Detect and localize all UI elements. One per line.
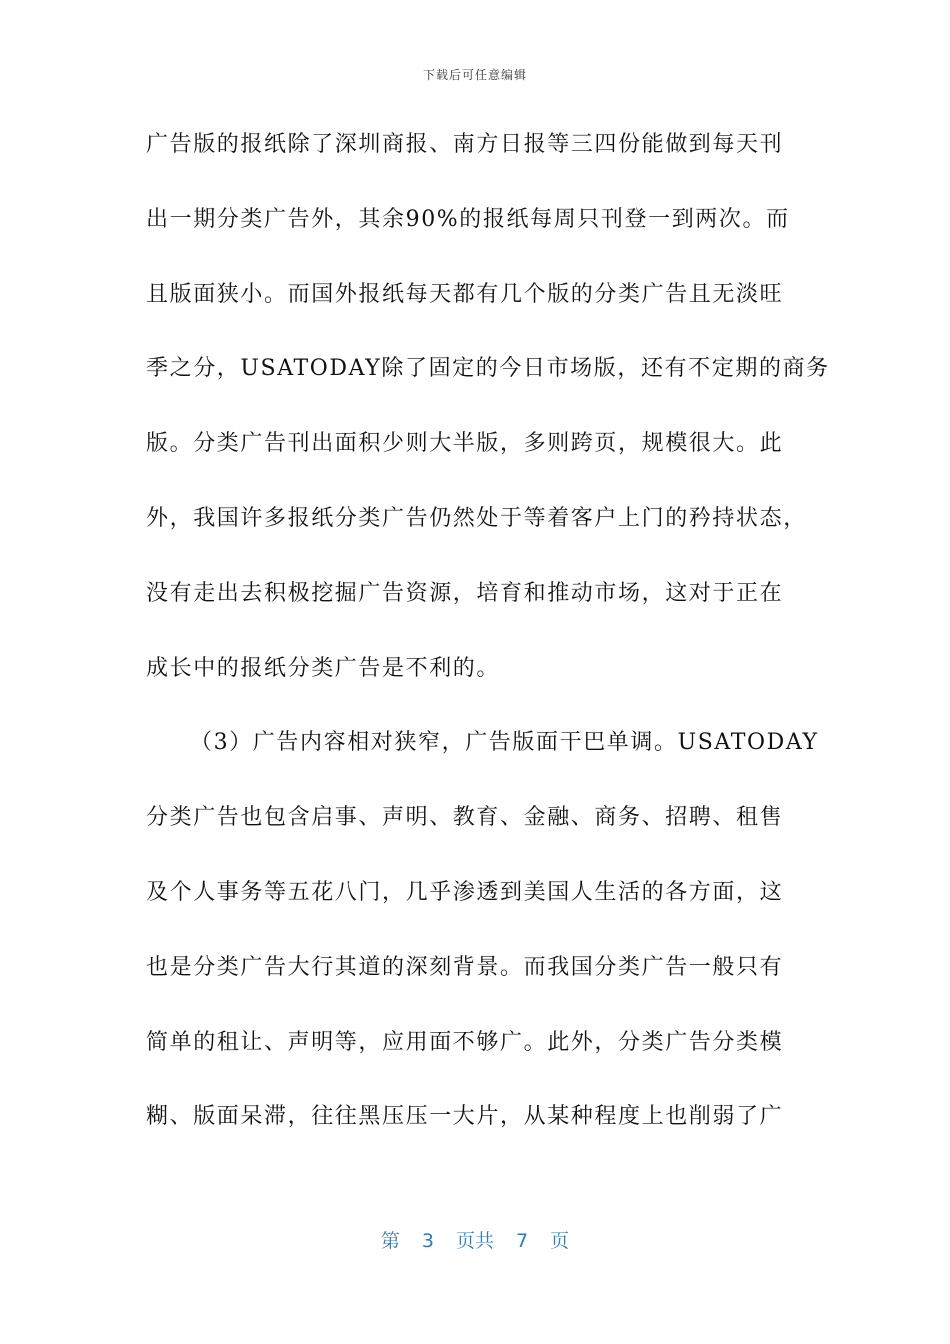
footer-suffix: 页 [550,1230,570,1252]
paragraph-line: 简单的租让、声明等，应用面不够广。此外，分类广告分类模 [146,1029,784,1055]
paragraph-line: 版。分类广告刊出面积少则大半版，多则跨页，规模很大。此 [146,431,784,457]
paragraph-line: 糊、版面呆滞，往往黑压压一大片，从某种程度上也削弱了广 [146,1104,784,1130]
paragraph-line: 也是分类广告大行其道的深刻背景。而我国分类广告一般只有 [146,954,784,980]
page-footer [0,1226,950,1253]
paragraph-line: 没有走出去积极挖掘广告资源，培育和推动市场，这对于正在 [146,580,784,606]
paragraph-line: 且版面狭小。而国外报纸每天都有几个版的分类广告且无淡旺 [146,281,784,307]
footer-prefix: 第 [380,1230,400,1252]
body-text [146,125,830,1172]
footer-total-pages: 7 [516,1230,529,1252]
footer-middle: 页共 [455,1230,494,1252]
paragraph-line: 季之分，USATODAY除了固定的今日市场版，还有不定期的商务 [146,356,830,382]
paragraph-line: 出一期分类广告外，其余90%的报纸每周只刊登一到两次。而 [146,206,790,232]
paragraph-line: 外，我国许多报纸分类广告仍然处于等着客户上门的矜持状态， [146,505,807,531]
paragraph-line: （3）广告内容相对狭窄，广告版面干巴单调。USATODAY [190,730,819,756]
paragraph-line: 分类广告也包含启事、声明、教育、金融、商务、招聘、租售 [146,805,784,831]
page-header: 下载后可任意编辑 [422,68,527,82]
paragraph-line: 成长中的报纸分类广告是不利的。 [146,655,501,681]
paragraph-line: 及个人事务等五花八门，几乎渗透到美国人生活的各方面，这 [146,879,784,905]
paragraph-line: 广告版的报纸除了深圳商报、南方日报等三四份能做到每天刊 [146,132,784,157]
footer-current-page: 3 [421,1230,434,1252]
